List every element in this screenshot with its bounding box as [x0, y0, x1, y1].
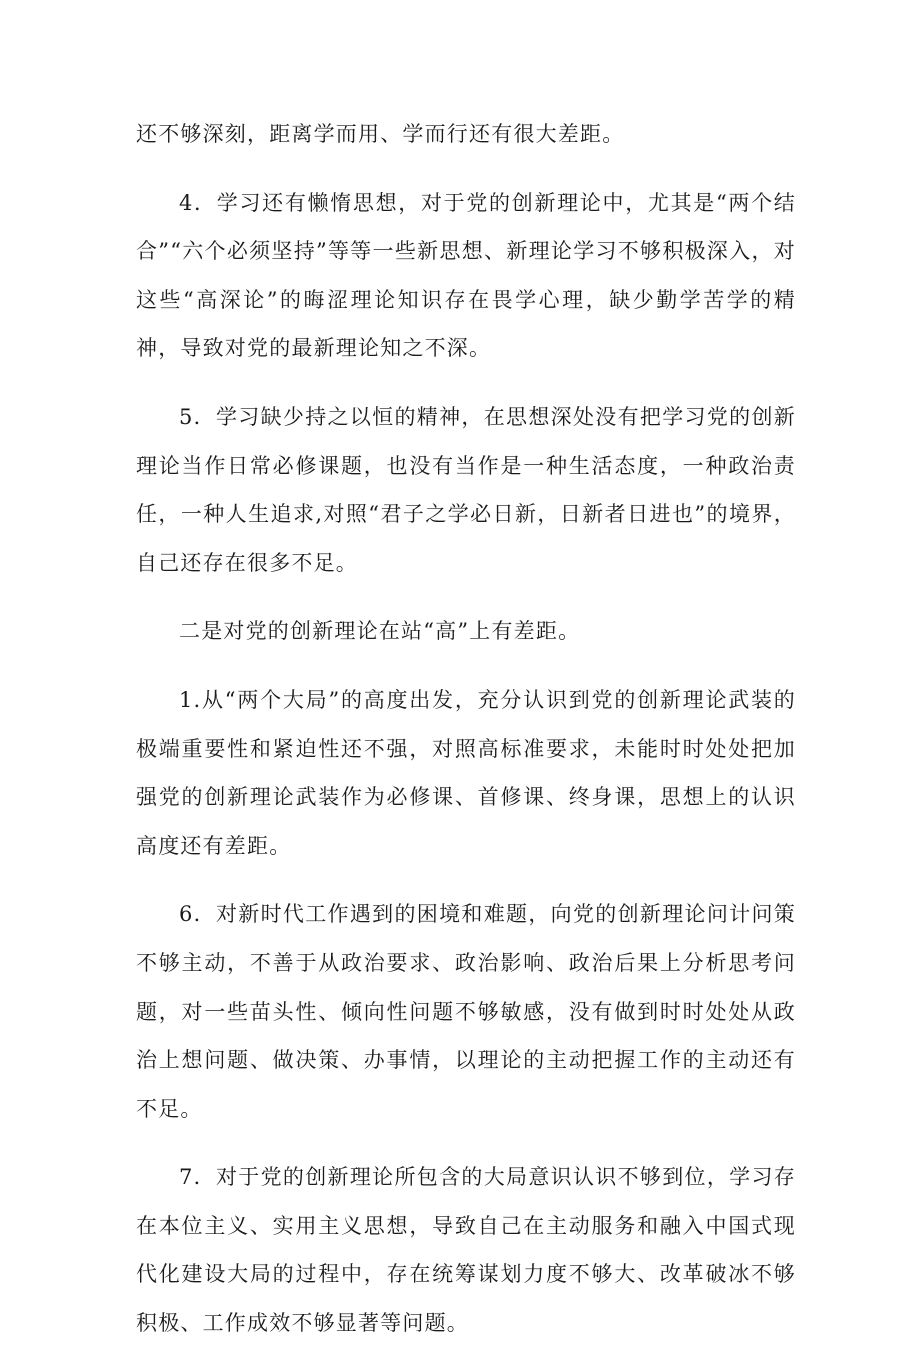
paragraph-gap: [136, 1133, 796, 1153]
paragraph-item-7: 7．对于党的创新理论所包含的大局意识认识不够到位，学习存在本位主义、实用主义思想，导致自己在主动服务和融入中国式现代化建设大局的过程中，存在统筹谋划力度不够大、改革破冰不够积极、工作成效不够显著等问题。: [136, 1165, 796, 1336]
paragraph-item-5: 5．学习缺少持之以恒的精神，在思想深处没有把学习党的创新理论当作日常必修课题，也没有当作是一种生活态度，一种政治责任，一种人生追求,对照“君子之学必日新，日新者日进也”的境界，自己还存在很多不足。: [136, 404, 796, 575]
paragraph-continuation: 还不够深刻，距离学而用、学而行还有很大差距。: [136, 122, 625, 146]
paragraph-item-6: 6．对新时代工作遇到的困境和难题，向党的创新理论问计问策不够主动，不善于从政治要求、政治影响、政治后果上分析思考问题，对一些苗头性、倾向性问题不够敏感，没有做到时时处处从政治上想问题、做决策、办事情，以理论的主动把握工作的主动还有不足。: [136, 902, 796, 1121]
paragraph-gap: [136, 656, 796, 676]
paragraph-gap: [136, 587, 796, 607]
paragraph-gap: [136, 373, 796, 393]
paragraph-item-1: 1.从“两个大局”的高度出发，充分认识到党的创新理论武装的极端重要性和紧迫性还不强，对照高标准要求，未能时时处处把加强党的创新理论武装作为必修课、首修课、终身课，思想上的认识高度还有差距。: [136, 687, 796, 858]
section-heading: 二是对党的创新理论在站“高”上有差距。: [179, 619, 581, 644]
paragraph-gap: [136, 159, 796, 179]
paragraph-gap: [136, 870, 796, 890]
paragraph-item-4: 4．学习还有懒惰思想，对于党的创新理论中，尤其是“两个结合”“六个必须坚持”等等一些新思想、新理论学习不够积极深入，对这些“高深论”的晦涩理论知识存在畏学心理，缺少勤学苦学的精神，导致对党的最新理论知之不深。: [136, 190, 796, 361]
document-body: [136, 110, 796, 1348]
